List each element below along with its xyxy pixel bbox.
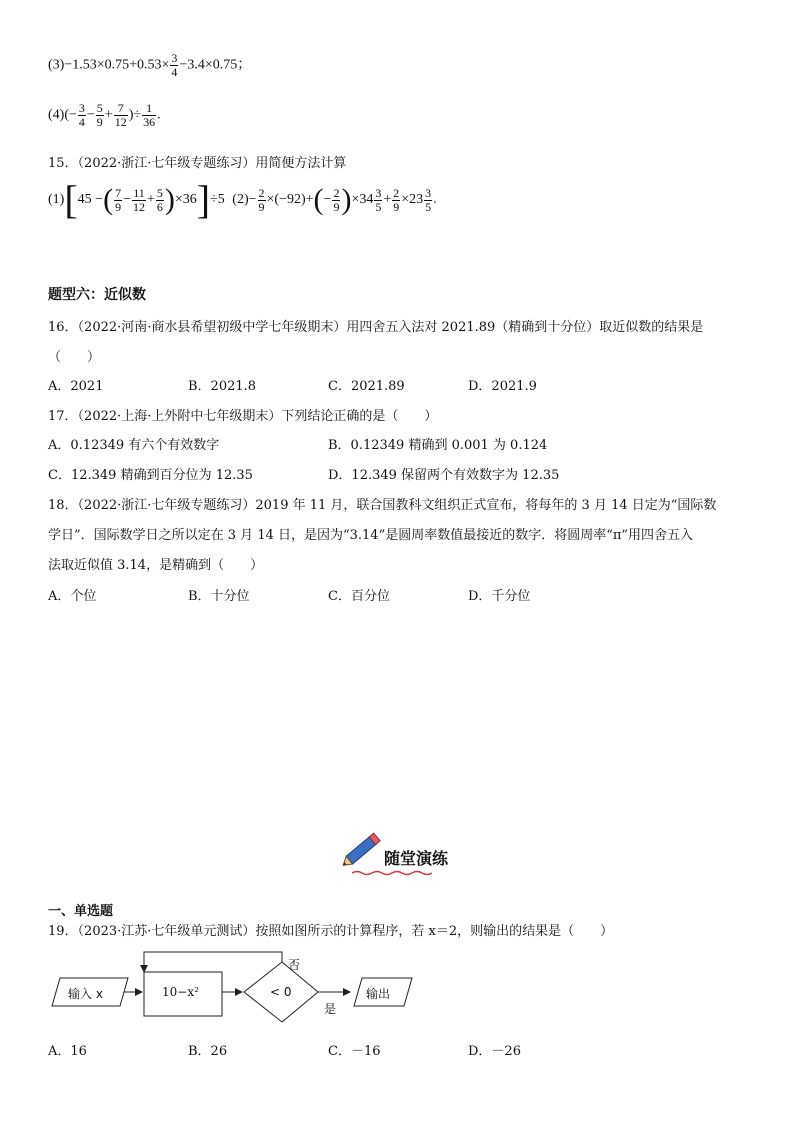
option-c[interactable]: C．百分位 bbox=[328, 589, 390, 604]
q15-stem: 15．（2022·浙江·七年级专题练习）用简便方法计算 bbox=[48, 156, 347, 171]
flow-process-label: 10−x² bbox=[162, 985, 199, 999]
option-a[interactable]: A．0.12349 有六个有效数字 bbox=[48, 438, 220, 453]
fraction: $\frac{3}{4}$ bbox=[78, 101, 85, 129]
option-d[interactable]: D．12.349 保留两个有效数字为 12.35 bbox=[328, 468, 560, 483]
option-a[interactable]: A．16 bbox=[48, 1044, 87, 1059]
fraction: $\frac{1}{36}$ bbox=[143, 101, 156, 129]
part-label: (3) bbox=[48, 57, 65, 73]
flow-no-label: 否 bbox=[288, 958, 301, 972]
option-c[interactable]: C．12.349 精确到百分位为 12.35 bbox=[48, 468, 253, 483]
fraction: $\frac{2}{9}$ bbox=[393, 185, 400, 214]
fraction: $\frac{7}{9}$ bbox=[115, 185, 122, 214]
fraction: $\frac{5}{6}$ bbox=[156, 185, 163, 214]
q16-blank: （ ） bbox=[48, 350, 101, 365]
option-b[interactable]: B．26 bbox=[188, 1044, 228, 1059]
banner-title: 随堂演练 bbox=[384, 849, 449, 868]
section-banner bbox=[338, 826, 468, 876]
fraction: $\frac{11}{12}$ bbox=[132, 185, 145, 214]
part-label: (2) bbox=[232, 192, 249, 208]
flow-decision-label: < 0 bbox=[270, 985, 292, 999]
fraction: $\frac{7}{12}$ bbox=[114, 101, 127, 129]
q14-part4: (4)(− $\frac{3}{4}$ − $\frac{5}{9}$ + $\frac{7}{12}$ )÷ $\frac{1}{36}$ . bbox=[48, 101, 161, 129]
q19-stem: 19．（2023·江苏·七年级单元测试）按照如图所示的计算程序，若 x＝2，则输出的结果是（ ） bbox=[48, 924, 614, 939]
q14-part3: (3)−1.53×0.75+0.53× $\frac{3}{4}$ −3.4×0.75； bbox=[48, 51, 252, 79]
fraction: $\frac{3}{5}$ bbox=[375, 185, 382, 214]
flow-input-label: 输入 x bbox=[68, 987, 103, 1001]
section-title: 题型六：近似数 bbox=[48, 287, 146, 303]
pencil-icon bbox=[338, 826, 388, 874]
flowchart bbox=[44, 948, 424, 1028]
wavy-underline bbox=[352, 870, 432, 876]
option-b[interactable]: B．2021.8 bbox=[188, 379, 257, 394]
option-b[interactable]: B．十分位 bbox=[188, 589, 250, 604]
fraction: $\frac{3}{4}$ bbox=[171, 51, 178, 79]
option-d[interactable]: D．2021.9 bbox=[468, 379, 537, 394]
option-d[interactable]: D．－26 bbox=[468, 1044, 521, 1059]
option-c[interactable]: C．2021.89 bbox=[328, 379, 405, 394]
part-label: (4) bbox=[48, 107, 65, 123]
q17-stem: 17．（2022·上海·上外附中七年级期末）下列结论正确的是（ ） bbox=[48, 409, 438, 424]
section-title: 一、单选题 bbox=[48, 904, 114, 919]
option-a[interactable]: A．2021 bbox=[48, 379, 104, 394]
q18-line2: 学日”．国际数学日之所以定在 3 月 14 日，是因为“3.14”是圆周率数值最接近的数字．将圆周率“π”用四舍五入 bbox=[48, 528, 694, 543]
option-d[interactable]: D．千分位 bbox=[468, 589, 531, 604]
fraction: $\frac{3}{5}$ bbox=[425, 185, 432, 214]
q15-parts: (1)[45 −( $\frac{7}{9}$ − $\frac{11}{12}$ + $\frac{5}{6}$ )×36]÷5 (2)− $\frac{2}{9}$ ×(−92)+(− $\frac{2}{9}$ )×34 $\frac{3}{5}$ + $\frac{2}{9}$ ×23 $\frac{3}{5}$ . bbox=[48, 177, 437, 222]
q18-line3: 法取近似值 3.14，是精确到（ ） bbox=[48, 558, 264, 573]
q18-line1: 18．（2022·浙江·七年级专题练习）2019 年 11 月，联合国教科文组织正式宣布，将每年的 3 月 14 日定为“国际数 bbox=[48, 498, 717, 513]
flow-yes-label: 是 bbox=[324, 1002, 337, 1016]
expr-text: −1.53×0.75+0.53× bbox=[64, 57, 170, 73]
fraction: $\frac{2}{9}$ bbox=[333, 185, 340, 214]
fraction: $\frac{5}{9}$ bbox=[96, 101, 103, 129]
q16-stem: 16．（2022·河南·商水县希望初级中学七年级期末）用四舍五入法对 2021.89（精确到十分位）取近似数的结果是 bbox=[48, 320, 704, 335]
option-b[interactable]: B．0.12349 精确到 0.001 为 0.124 bbox=[328, 438, 548, 453]
flow-output-label: 输出 bbox=[366, 987, 391, 1001]
expr-text: −3.4×0.75 bbox=[179, 57, 238, 73]
fraction: $\frac{2}{9}$ bbox=[258, 185, 265, 214]
part-label: (1) bbox=[48, 192, 65, 208]
option-a[interactable]: A．个位 bbox=[48, 589, 97, 604]
option-c[interactable]: C．－16 bbox=[328, 1044, 381, 1059]
